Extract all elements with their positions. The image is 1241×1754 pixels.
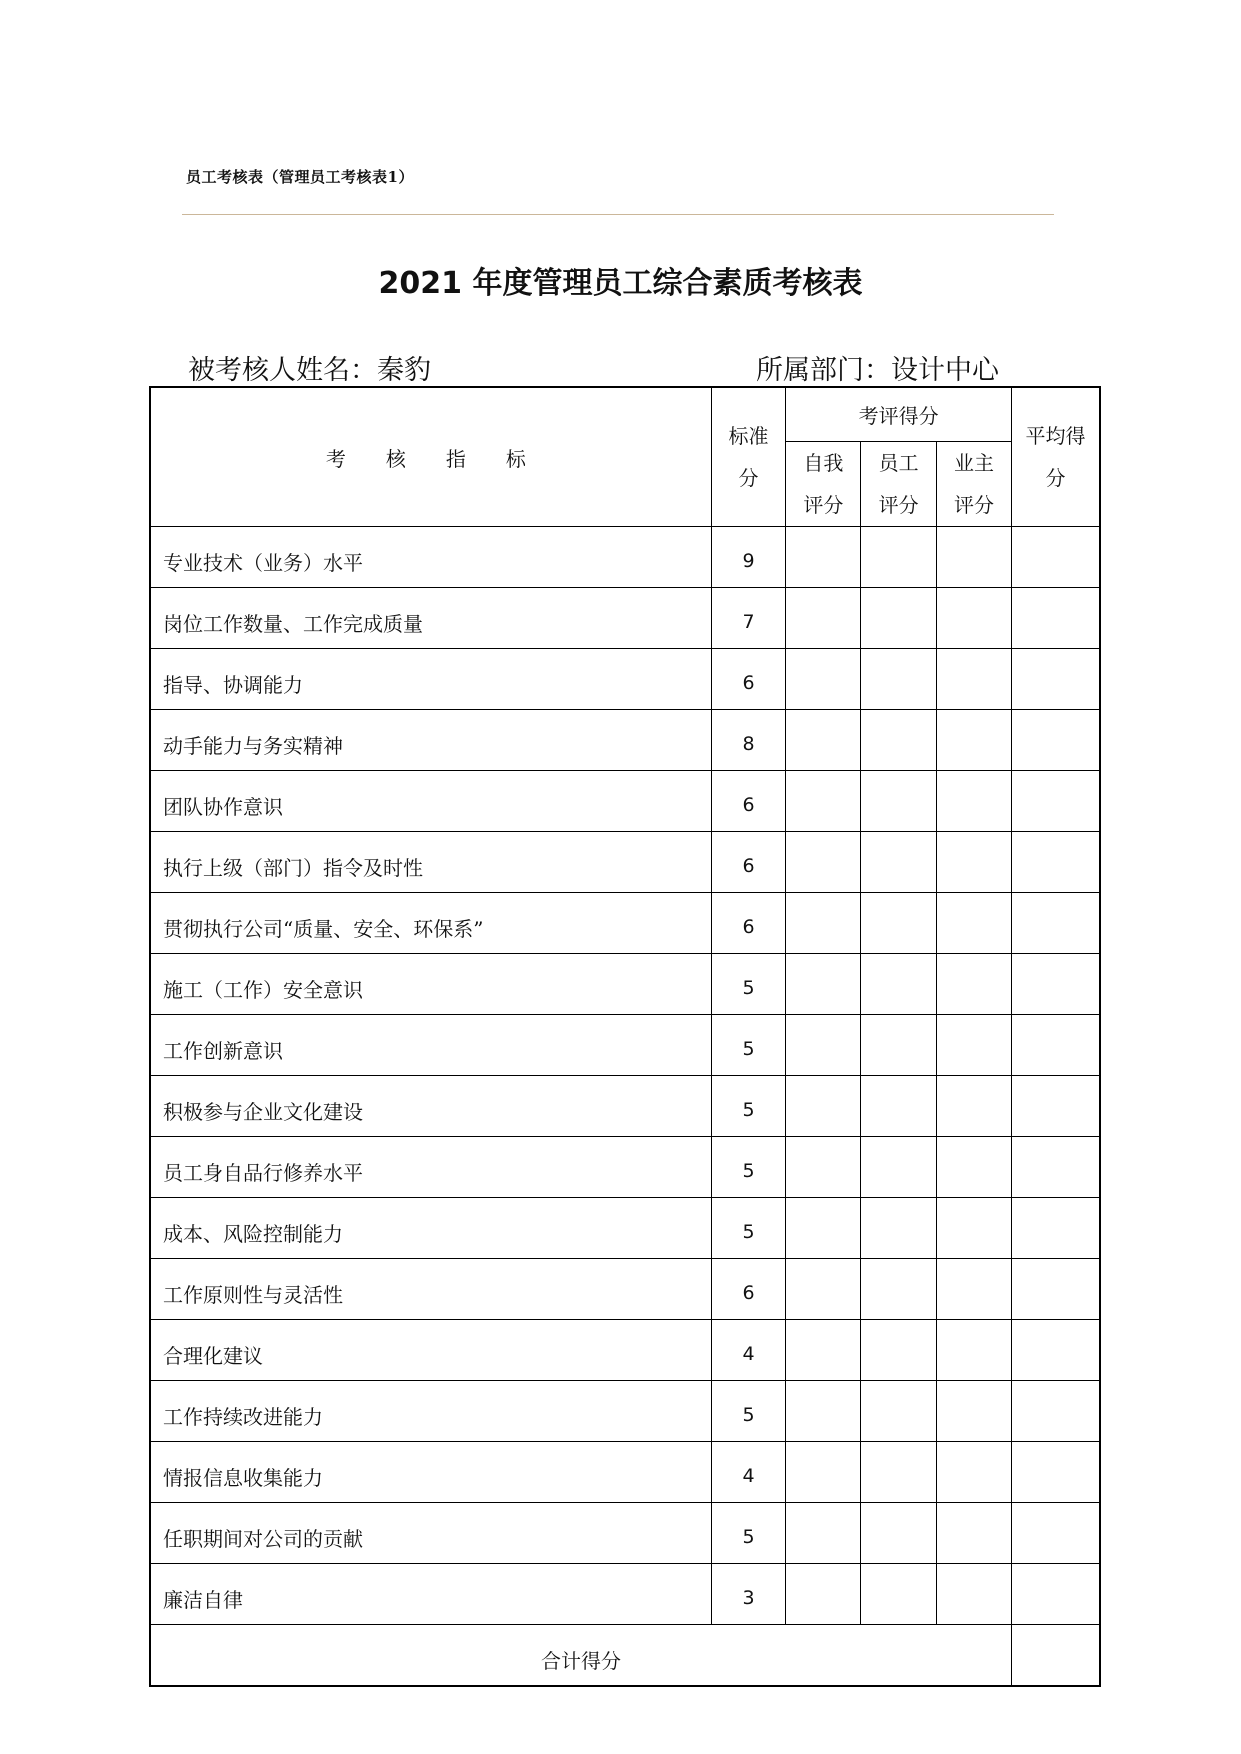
standard-score: 6	[711, 649, 785, 710]
indicator-name: 员工身自品行修养水平	[150, 1137, 711, 1198]
table-row	[150, 954, 1100, 1015]
average-score-cell[interactable]	[1012, 771, 1100, 832]
self-score-cell[interactable]	[786, 649, 861, 710]
average-score-cell[interactable]	[1012, 649, 1100, 710]
self-score-cell[interactable]	[786, 1381, 861, 1442]
indicator-header: 考核指标	[150, 387, 711, 527]
indicator-name: 团队协作意识	[150, 771, 711, 832]
owner-score-cell[interactable]	[936, 710, 1011, 771]
employee-name-label: 被考核人姓名：	[188, 355, 377, 386]
employee-score-cell[interactable]	[861, 649, 936, 710]
employee-score-cell[interactable]	[861, 1015, 936, 1076]
employee-score-header-text: 员工评分	[878, 451, 919, 517]
standard-score: 5	[711, 1381, 785, 1442]
average-score-header-text: 平均得分	[1025, 424, 1086, 490]
standard-score: 5	[711, 1503, 785, 1564]
employee-score-cell[interactable]	[861, 1320, 936, 1381]
average-score-cell[interactable]	[1012, 1137, 1100, 1198]
standard-score: 6	[711, 832, 785, 893]
table-row	[150, 527, 1100, 588]
standard-score: 9	[711, 527, 785, 588]
average-score-cell[interactable]	[1012, 710, 1100, 771]
standard-score: 6	[711, 771, 785, 832]
standard-score: 5	[711, 1137, 785, 1198]
header-rule	[182, 214, 1054, 215]
owner-score-header	[936, 442, 1011, 527]
total-score-label: 合计得分	[150, 1625, 1012, 1687]
standard-score: 6	[711, 893, 785, 954]
standard-score: 8	[711, 710, 785, 771]
owner-score-header-text: 业主评分	[953, 451, 994, 517]
indicator-name: 任职期间对公司的贡献	[150, 1503, 711, 1564]
employee-score-cell[interactable]	[861, 1503, 936, 1564]
indicator-name: 工作原则性与灵活性	[150, 1259, 711, 1320]
self-score-cell[interactable]	[786, 710, 861, 771]
owner-score-cell[interactable]	[936, 1503, 1011, 1564]
owner-score-cell[interactable]	[936, 1442, 1011, 1503]
self-score-cell[interactable]	[786, 1442, 861, 1503]
evaluation-score-group-header: 考评得分	[786, 387, 1012, 442]
owner-score-cell[interactable]	[936, 588, 1011, 649]
evaluation-table	[149, 386, 1101, 1687]
average-score-header	[1012, 387, 1100, 527]
indicator-name: 廉洁自律	[150, 1564, 711, 1625]
standard-score: 4	[711, 1442, 785, 1503]
standard-score-header	[711, 387, 785, 527]
average-score-cell[interactable]	[1012, 1320, 1100, 1381]
table-row	[150, 1381, 1100, 1442]
employee-score-cell[interactable]	[861, 1381, 936, 1442]
owner-score-cell[interactable]	[936, 771, 1011, 832]
indicator-name: 工作持续改进能力	[150, 1381, 711, 1442]
indicator-name: 指导、协调能力	[150, 649, 711, 710]
indicator-name: 执行上级（部门）指令及时性	[150, 832, 711, 893]
table-row	[150, 1320, 1100, 1381]
self-score-cell[interactable]	[786, 1320, 861, 1381]
table-row	[150, 1076, 1100, 1137]
indicator-name: 贯彻执行公司“质量、安全、环保系”	[150, 893, 711, 954]
average-score-cell[interactable]	[1012, 1259, 1100, 1320]
employee-score-cell[interactable]	[861, 527, 936, 588]
average-score-cell[interactable]	[1012, 588, 1100, 649]
employee-name-line	[188, 348, 431, 387]
table-row	[150, 588, 1100, 649]
employee-score-cell[interactable]	[861, 710, 936, 771]
owner-score-cell[interactable]	[936, 1320, 1011, 1381]
owner-score-cell[interactable]	[936, 1076, 1011, 1137]
average-score-cell[interactable]	[1012, 527, 1100, 588]
indicator-name: 情报信息收集能力	[150, 1442, 711, 1503]
indicator-name: 成本、风险控制能力	[150, 1198, 711, 1259]
department-value: 设计中心	[891, 355, 999, 386]
self-score-cell[interactable]	[786, 1198, 861, 1259]
employee-score-cell[interactable]	[861, 771, 936, 832]
average-score-cell[interactable]	[1012, 954, 1100, 1015]
employee-score-cell[interactable]	[861, 588, 936, 649]
self-score-header	[786, 442, 861, 527]
self-score-cell[interactable]	[786, 893, 861, 954]
indicator-name: 积极参与企业文化建设	[150, 1076, 711, 1137]
owner-score-cell[interactable]	[936, 1381, 1011, 1442]
table-row	[150, 1564, 1100, 1625]
average-score-cell[interactable]	[1012, 893, 1100, 954]
page-header: 员工考核表（管理员工考核表1）	[186, 168, 414, 186]
table-row	[150, 1015, 1100, 1076]
standard-score: 3	[711, 1564, 785, 1625]
table-row	[150, 771, 1100, 832]
self-score-cell[interactable]	[786, 1564, 861, 1625]
employee-score-cell[interactable]	[861, 1442, 936, 1503]
owner-score-cell[interactable]	[936, 649, 1011, 710]
table-row	[150, 1259, 1100, 1320]
self-score-cell[interactable]	[786, 1015, 861, 1076]
table-row	[150, 1137, 1100, 1198]
employee-score-cell[interactable]	[861, 1564, 936, 1625]
document-title: 2021 年度管理员工综合素质考核表	[378, 266, 863, 301]
self-score-cell[interactable]	[786, 832, 861, 893]
total-score-cell[interactable]	[1012, 1625, 1100, 1687]
self-score-cell[interactable]	[786, 1076, 861, 1137]
standard-score-header-text: 标准分	[728, 424, 769, 490]
standard-score: 7	[711, 588, 785, 649]
employee-score-cell[interactable]	[861, 1198, 936, 1259]
department-line	[756, 348, 999, 387]
standard-score: 5	[711, 954, 785, 1015]
owner-score-cell[interactable]	[936, 1198, 1011, 1259]
self-score-cell[interactable]	[786, 1503, 861, 1564]
average-score-cell[interactable]	[1012, 1564, 1100, 1625]
employee-score-cell[interactable]	[861, 1259, 936, 1320]
owner-score-cell[interactable]	[936, 1259, 1011, 1320]
table-row	[150, 1503, 1100, 1564]
self-score-cell[interactable]	[786, 1137, 861, 1198]
self-score-cell[interactable]	[786, 588, 861, 649]
average-score-cell[interactable]	[1012, 1015, 1100, 1076]
standard-score: 5	[711, 1015, 785, 1076]
employee-score-cell[interactable]	[861, 1137, 936, 1198]
self-score-header-text: 自我评分	[803, 451, 844, 517]
indicator-name: 专业技术（业务）水平	[150, 527, 711, 588]
owner-score-cell[interactable]	[936, 1137, 1011, 1198]
table-row	[150, 649, 1100, 710]
owner-score-cell[interactable]	[936, 832, 1011, 893]
standard-score: 6	[711, 1259, 785, 1320]
table-row	[150, 832, 1100, 893]
self-score-cell[interactable]	[786, 527, 861, 588]
indicator-name: 岗位工作数量、工作完成质量	[150, 588, 711, 649]
table-row	[150, 1198, 1100, 1259]
average-score-cell[interactable]	[1012, 1381, 1100, 1442]
employee-score-cell[interactable]	[861, 832, 936, 893]
self-score-cell[interactable]	[786, 771, 861, 832]
self-score-cell[interactable]	[786, 1259, 861, 1320]
employee-score-header	[861, 442, 936, 527]
owner-score-cell[interactable]	[936, 893, 1011, 954]
average-score-cell[interactable]	[1012, 832, 1100, 893]
average-score-cell[interactable]	[1012, 1503, 1100, 1564]
employee-score-cell[interactable]	[861, 954, 936, 1015]
self-score-cell[interactable]	[786, 954, 861, 1015]
standard-score: 4	[711, 1320, 785, 1381]
indicator-name: 施工（工作）安全意识	[150, 954, 711, 1015]
average-score-cell[interactable]	[1012, 1076, 1100, 1137]
indicator-name: 合理化建议	[150, 1320, 711, 1381]
average-score-cell[interactable]	[1012, 1198, 1100, 1259]
table-row	[150, 1442, 1100, 1503]
employee-score-cell[interactable]	[861, 893, 936, 954]
indicator-rows	[150, 527, 1100, 1625]
standard-score: 5	[711, 1198, 785, 1259]
owner-score-cell[interactable]	[936, 954, 1011, 1015]
standard-score: 5	[711, 1076, 785, 1137]
indicator-name: 工作创新意识	[150, 1015, 711, 1076]
owner-score-cell[interactable]	[936, 1015, 1011, 1076]
employee-name-value: 秦豹	[377, 355, 431, 386]
department-label: 所属部门：	[756, 355, 891, 386]
owner-score-cell[interactable]	[936, 1564, 1011, 1625]
employee-score-cell[interactable]	[861, 1076, 936, 1137]
table-row	[150, 710, 1100, 771]
indicator-name: 动手能力与务实精神	[150, 710, 711, 771]
average-score-cell[interactable]	[1012, 1442, 1100, 1503]
table-row	[150, 893, 1100, 954]
owner-score-cell[interactable]	[936, 527, 1011, 588]
